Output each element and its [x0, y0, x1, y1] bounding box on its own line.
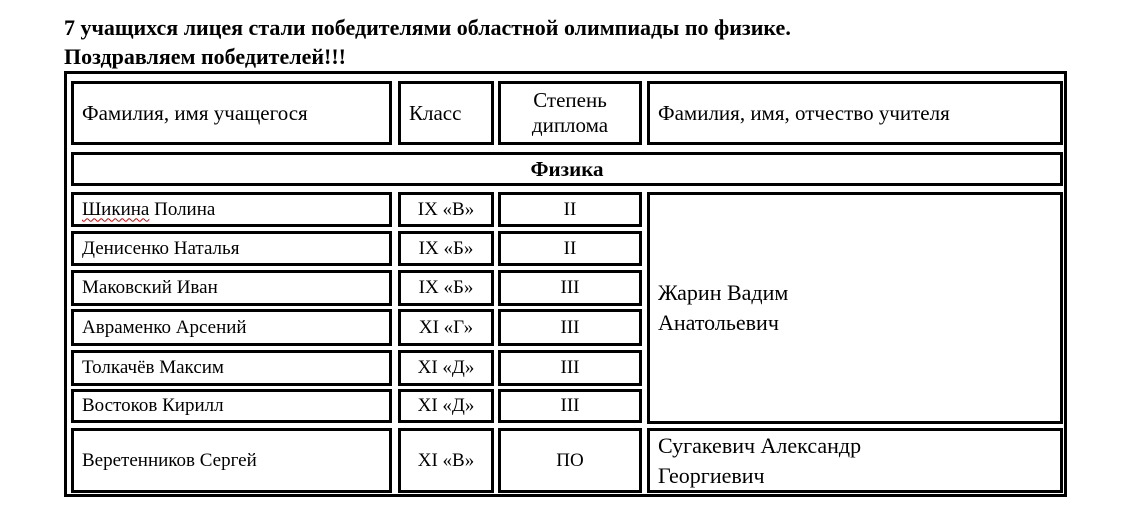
section-row — [71, 152, 1063, 186]
diploma-cell: ПО — [498, 428, 642, 493]
winners-table — [64, 71, 1067, 497]
class-cell: XI «Д» — [398, 350, 494, 386]
diploma-cell: III — [498, 270, 642, 306]
header-class: Класс — [398, 81, 494, 145]
class-cell: IX «Б» — [398, 270, 494, 306]
diploma-cell: II — [498, 192, 642, 227]
teacher-name: Жарин Вадим Анатольевич — [658, 280, 789, 335]
class-cell: IX «В» — [398, 192, 494, 227]
class-cell: XI «В» — [398, 428, 494, 493]
student-cell: Маковский Иван — [71, 270, 392, 306]
header-teacher: Фамилия, имя, отчество учителя — [647, 81, 1063, 145]
heading-line-1: 7 учащихся лицея стали победителями областной олимпиады по физике. — [64, 15, 791, 40]
student-cell: Веретенников Сергей — [71, 428, 392, 493]
student-cell: Авраменко Арсений — [71, 309, 392, 346]
teacher-cell — [647, 428, 1063, 493]
header-student: Фамилия, имя учащегося — [71, 81, 392, 145]
teacher-name: Сугакевич Александр Георгиевич — [658, 432, 862, 488]
article-heading — [64, 13, 1064, 71]
student-cell: Востоков Кирилл — [71, 389, 392, 423]
diploma-cell: III — [498, 309, 642, 346]
teacher-cell — [647, 192, 1063, 424]
student-name: Шикина Полина — [82, 198, 216, 220]
diploma-cell: II — [498, 231, 642, 266]
heading-line-2: Поздравляем победителей!!! — [64, 44, 347, 69]
diploma-cell: III — [498, 389, 642, 423]
header-diploma: Степень диплома — [498, 81, 642, 145]
class-cell: IX «Б» — [398, 231, 494, 266]
class-cell: XI «Г» — [398, 309, 494, 346]
class-cell: XI «Д» — [398, 389, 494, 423]
section-title: Физика — [530, 157, 604, 181]
student-cell: Толкачёв Максим — [71, 350, 392, 386]
student-cell — [71, 192, 392, 227]
diploma-cell: III — [498, 350, 642, 386]
student-cell: Денисенко Наталья — [71, 231, 392, 266]
